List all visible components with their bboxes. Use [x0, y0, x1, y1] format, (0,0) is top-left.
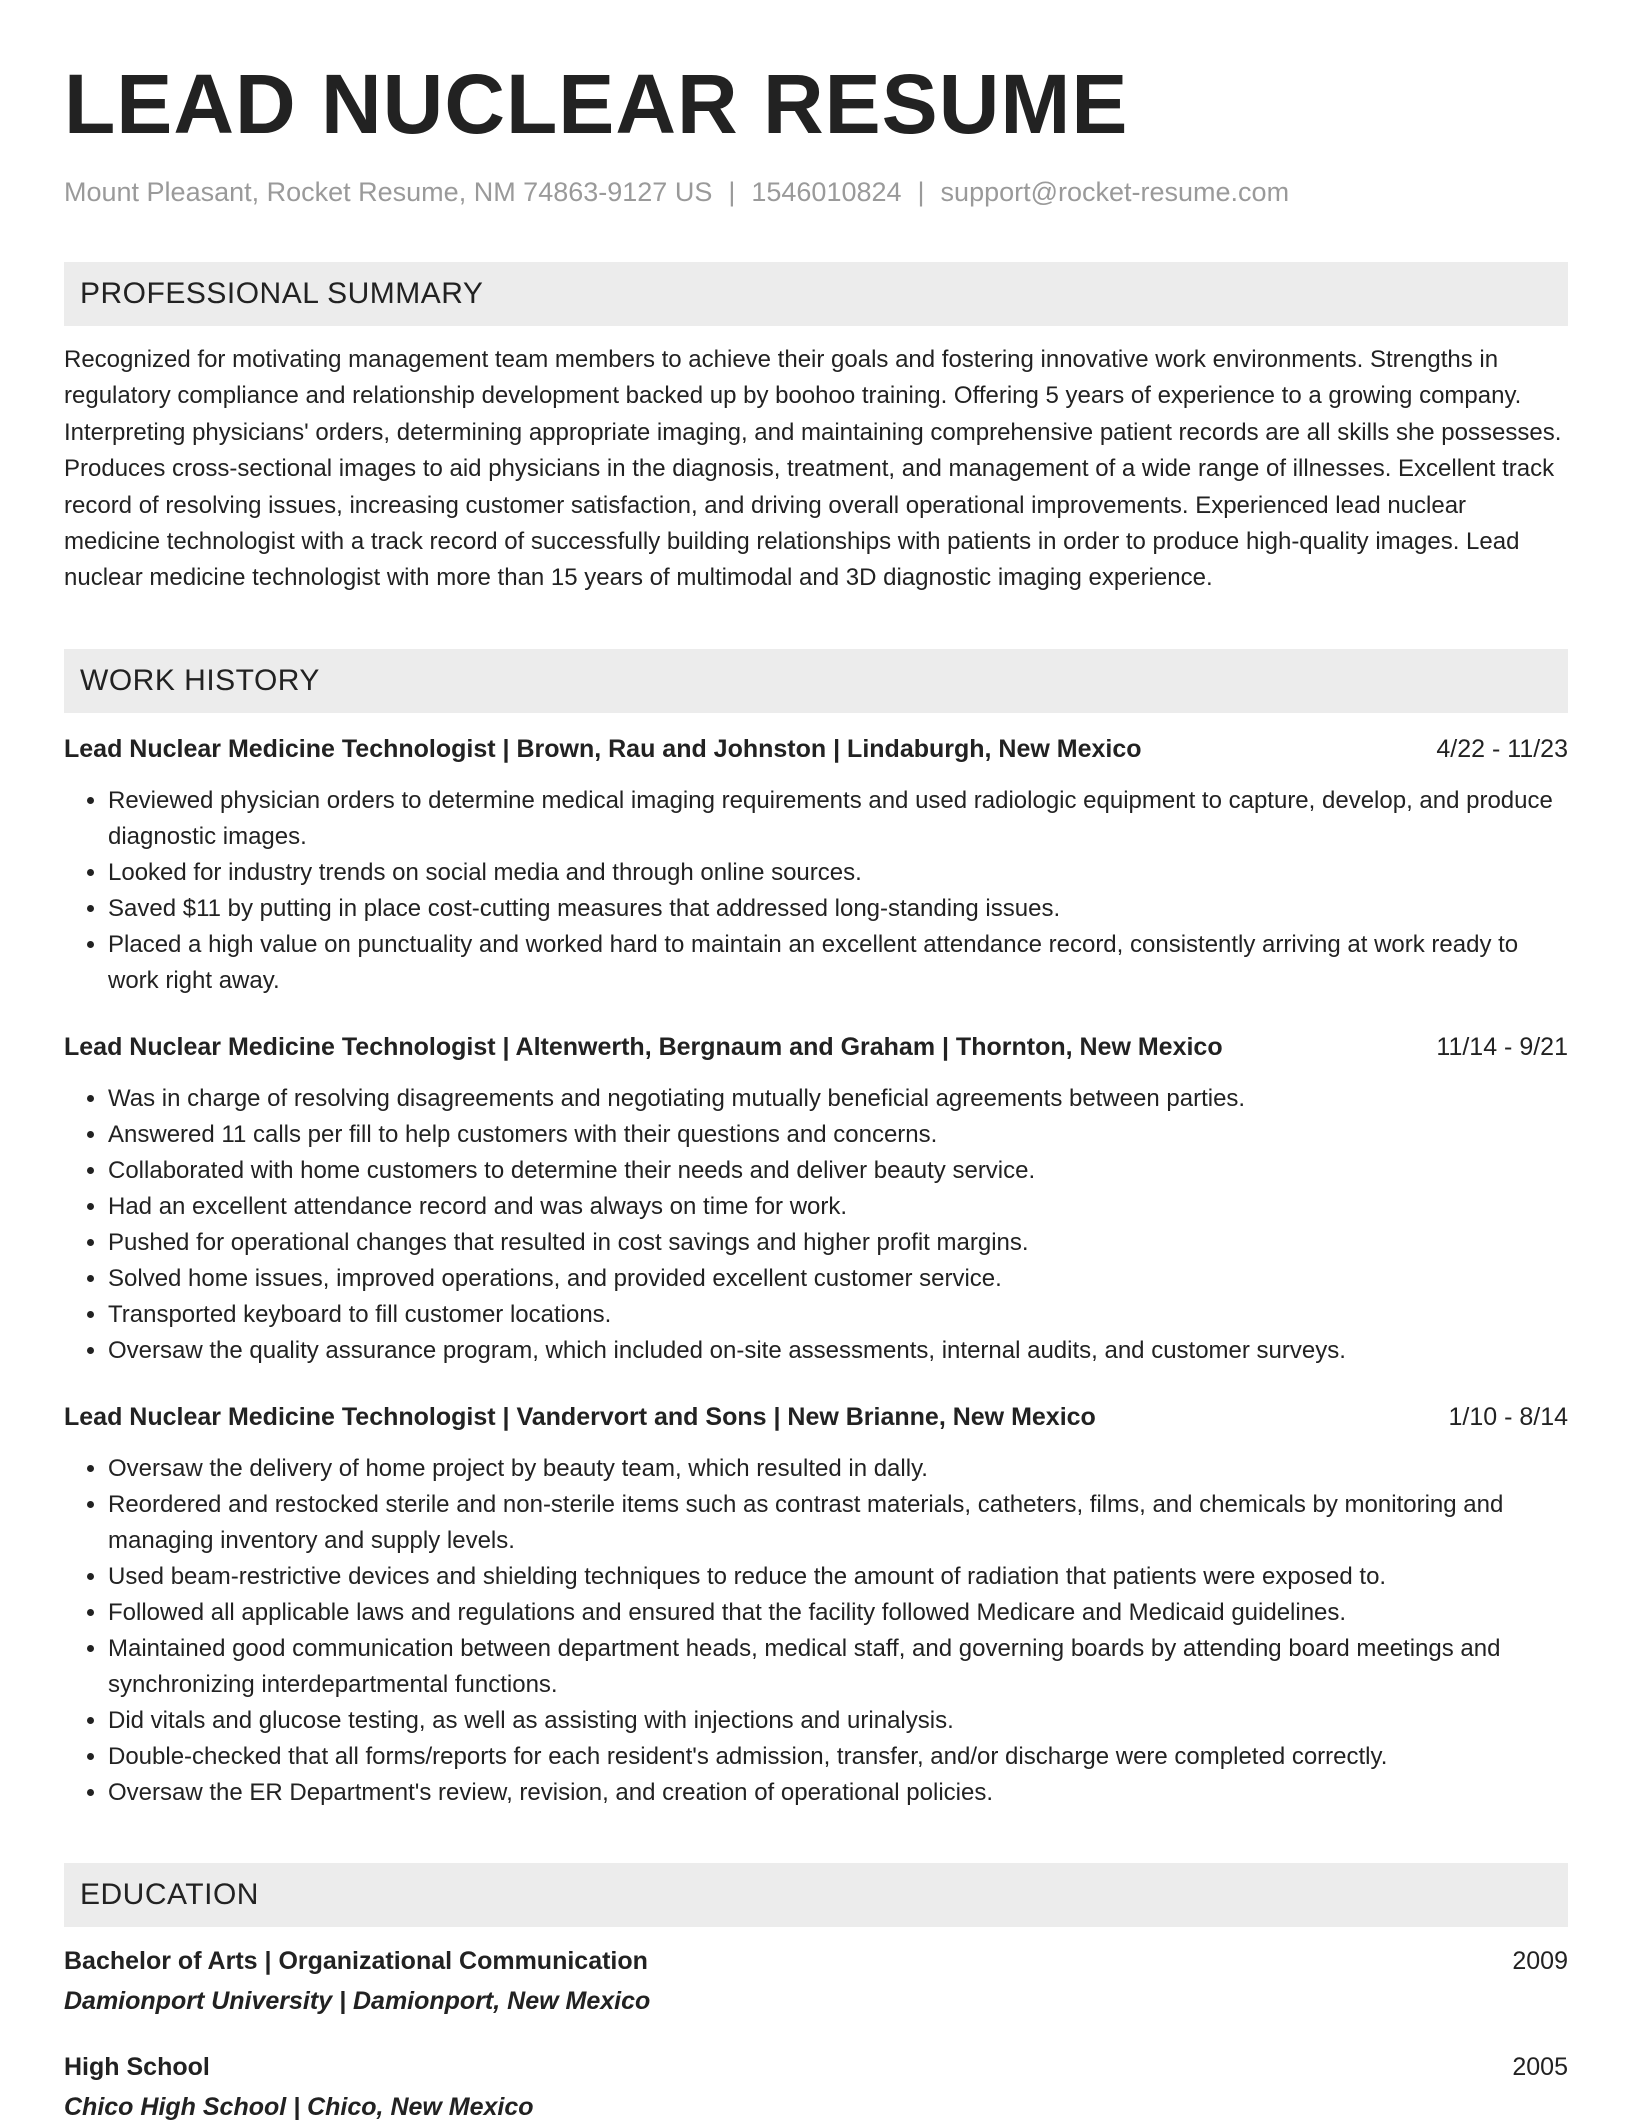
education-heading: EDUCATION	[64, 1863, 1568, 1927]
job-title: Lead Nuclear Medicine Technologist | Brown, Rau and Johnston | Lindaburgh, New Mexico	[64, 734, 1142, 763]
job-bullet: • Reviewed physician orders to determine medical imaging requirements and used radiologic equipment to capture, develop, and produce diagnostic images.	[108, 783, 1568, 855]
job-bullet: • Did vitals and glucose testing, as well as assisting with injections and urinalysis.	[108, 1703, 1568, 1739]
contact-separator: |	[728, 177, 736, 207]
job-entry	[64, 1399, 1568, 1811]
education-header	[64, 2049, 1568, 2085]
job-header	[64, 1399, 1568, 1435]
job-entry	[64, 1029, 1568, 1369]
job-dates: 1/10 - 8/14	[1448, 1402, 1568, 1431]
job-bullet: • Double-checked that all forms/reports for each resident's admission, transfer, and/or discharge were completed correctly.	[108, 1739, 1568, 1775]
job-bullet: • Was in charge of resolving disagreements and negotiating mutually beneficial agreements between parties.	[108, 1081, 1568, 1117]
education-entry	[64, 2049, 1568, 2125]
job-bullet: • Followed all applicable laws and regulations and ensured that the facility followed Medicare and Medicaid guidelines.	[108, 1595, 1568, 1631]
contact-phone: 1546010824	[751, 177, 902, 207]
job-bullet: • Reordered and restocked sterile and non-sterile items such as contrast materials, catheters, films, and chemicals by monitoring and managing inventory and supply levels.	[108, 1487, 1568, 1559]
job-bullet: • Maintained good communication between department heads, medical staff, and governing boards by attending board meetings and synchronizing interdepartmental functions.	[108, 1631, 1568, 1703]
summary-text: Recognized for motivating management team members to achieve their goals and fostering innovative work environments. Strengths in regulatory compliance and relationship development backed up by boohoo training. Offering 5 years of experience to a growing company. Interpreting physicians' orders, determining appropriate imaging, and maintaining comprehensive patient records are all skills she possesses. Produces cross-sectional images to aid physicians in the diagnosis, treatment, and management of a wide range of illnesses. Excellent track record of resolving issues, increasing customer satisfaction, and driving overall operational improvements. Experienced lead nuclear medicine technologist with a track record of successfully building relationships with patients in order to produce high-quality images. Lead nuclear medicine technologist with more than 15 years of multimodal and 3D diagnostic imaging experience.	[64, 346, 1562, 592]
job-bullet: • Oversaw the quality assurance program, which included on-site assessments, internal audits, and customer surveys.	[108, 1333, 1568, 1369]
education-entry	[64, 1943, 1568, 2019]
job-entry	[64, 731, 1568, 999]
job-bullet: • Transported keyboard to fill customer locations.	[108, 1297, 1568, 1333]
job-bullet: • Saved $11 by putting in place cost-cutting measures that addressed long-standing issues.	[108, 891, 1568, 927]
job-bullet: • Oversaw the delivery of home project by beauty team, which resulted in dally.	[108, 1451, 1568, 1487]
education-header	[64, 1943, 1568, 1979]
job-bullets	[64, 1081, 1568, 1369]
job-dates: 11/14 - 9/21	[1436, 1032, 1568, 1061]
job-title: Lead Nuclear Medicine Technologist | Altenwerth, Bergnaum and Graham | Thornton, New Mexico	[64, 1032, 1223, 1061]
education-year: 2005	[1512, 2052, 1568, 2081]
contact-email: support@rocket-resume.com	[940, 177, 1290, 207]
contact-address: Mount Pleasant, Rocket Resume, NM 74863-9127 US	[64, 177, 713, 207]
job-bullet: • Answered 11 calls per fill to help customers with their questions and concerns.	[108, 1117, 1568, 1153]
job-bullet: • Oversaw the ER Department's review, revision, and creation of operational policies.	[108, 1775, 1568, 1811]
job-bullet: • Solved home issues, improved operations, and provided excellent customer service.	[108, 1261, 1568, 1297]
job-bullet: • Had an excellent attendance record and was always on time for work.	[108, 1189, 1568, 1225]
education-year: 2009	[1512, 1946, 1568, 1975]
job-bullet: • Pushed for operational changes that resulted in cost savings and higher profit margins.	[108, 1225, 1568, 1261]
job-title: Lead Nuclear Medicine Technologist | Vandervort and Sons | New Brianne, New Mexico	[64, 1402, 1096, 1431]
job-header	[64, 1029, 1568, 1065]
job-bullet: • Used beam-restrictive devices and shielding techniques to reduce the amount of radiation that patients were exposed to.	[108, 1559, 1568, 1595]
job-bullets	[64, 1451, 1568, 1811]
job-bullet: • Placed a high value on punctuality and worked hard to maintain an excellent attendance record, consistently arriving at work ready to work right away.	[108, 927, 1568, 999]
job-bullets	[64, 783, 1568, 999]
education-degree: High School	[64, 2052, 210, 2081]
education-degree: Bachelor of Arts | Organizational Communication	[64, 1946, 648, 1975]
job-bullet: • Looked for industry trends on social media and through online sources.	[108, 855, 1568, 891]
job-bullet: • Collaborated with home customers to determine their needs and deliver beauty service.	[108, 1153, 1568, 1189]
work-history-heading: WORK HISTORY	[64, 649, 1568, 713]
education-school: Chico High School | Chico, New Mexico	[64, 2092, 534, 2121]
resume-name: LEAD NUCLEAR RESUME	[64, 57, 1129, 151]
summary-heading: PROFESSIONAL SUMMARY	[64, 262, 1568, 326]
contact-line	[64, 174, 1568, 210]
contact-separator: |	[917, 177, 925, 207]
job-dates: 4/22 - 11/23	[1436, 734, 1568, 763]
education-school: Damionport University | Damionport, New Mexico	[64, 1986, 651, 2015]
job-header	[64, 731, 1568, 767]
